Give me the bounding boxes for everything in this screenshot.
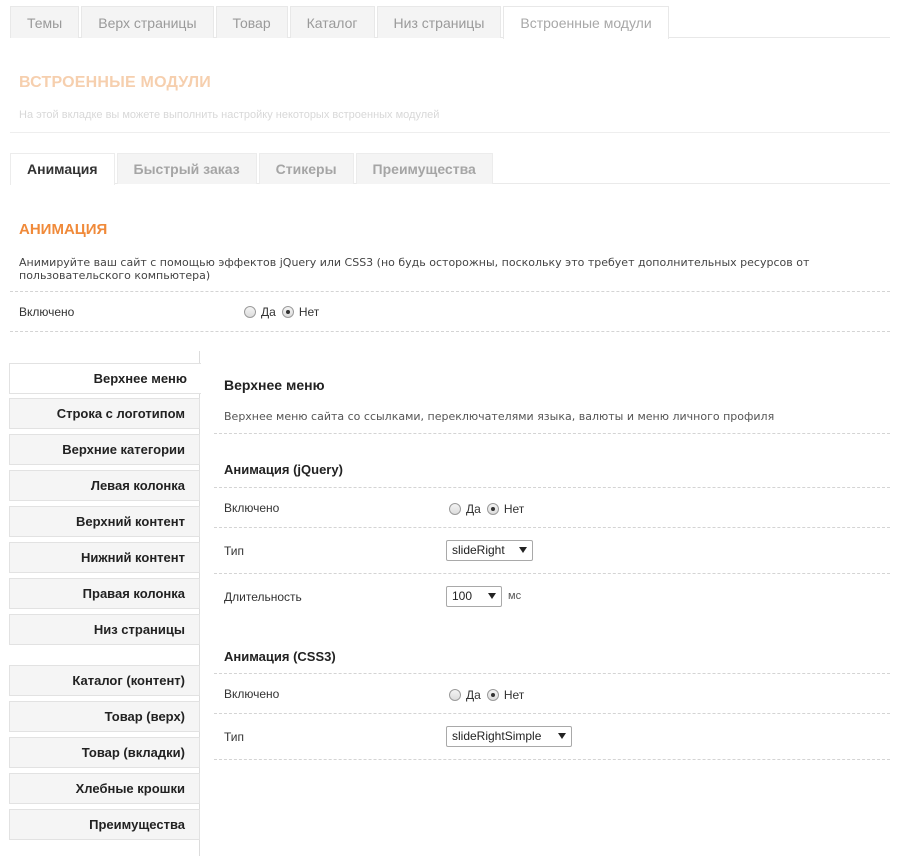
panel-title: Верхнее меню bbox=[224, 377, 325, 393]
jquery-duration-select[interactable] bbox=[446, 586, 502, 607]
menu-item-product-tabs[interactable]: Товар (вкладки) bbox=[9, 737, 200, 768]
menu-item-logo-row[interactable]: Строка с логотипом bbox=[9, 398, 200, 429]
radio-label-no: Нет bbox=[298, 305, 320, 319]
tab-catalog[interactable]: Каталог bbox=[290, 6, 375, 38]
jquery-type-select[interactable] bbox=[446, 540, 533, 561]
radio-label-no: Нет bbox=[503, 688, 525, 702]
divider bbox=[214, 759, 890, 760]
css3-enabled-label: Включено bbox=[224, 687, 280, 701]
menu-item-breadcrumbs[interactable]: Хлебные крошки bbox=[9, 773, 200, 804]
menu-item-top-menu[interactable]: Верхнее меню bbox=[9, 363, 201, 394]
css3-enabled-no-radio[interactable] bbox=[487, 689, 499, 701]
section-description: На этой вкладке вы можете выполнить настройку некоторых встроенных модулей bbox=[19, 109, 440, 121]
radio-label-yes: Да bbox=[261, 305, 276, 319]
divider bbox=[10, 132, 890, 133]
jquery-type-value: slideRight bbox=[452, 543, 505, 557]
jquery-enabled-yes-radio[interactable] bbox=[449, 503, 461, 515]
chevron-down-icon bbox=[558, 733, 566, 739]
jquery-duration-label: Длительность bbox=[224, 590, 302, 604]
menu-item-product-top[interactable]: Товар (верх) bbox=[9, 701, 200, 732]
tab-themes[interactable]: Темы bbox=[10, 6, 79, 38]
divider bbox=[214, 713, 890, 714]
divider bbox=[10, 331, 890, 332]
jquery-enabled-no-radio[interactable] bbox=[487, 503, 499, 515]
animation-enabled-label: Включено bbox=[19, 305, 75, 319]
jquery-duration-value: 100 bbox=[452, 589, 473, 603]
subtab-animation[interactable]: Анимация bbox=[10, 153, 115, 185]
radio-label-yes: Да bbox=[466, 688, 481, 702]
top-tab-bar bbox=[10, 6, 890, 38]
menu-item-right-column[interactable]: Правая колонка bbox=[9, 578, 200, 609]
tab-builtin-modules[interactable]: Встроенные модули bbox=[503, 6, 668, 39]
css3-heading: Анимация (CSS3) bbox=[224, 649, 336, 664]
divider bbox=[214, 487, 890, 488]
animation-title: АНИМАЦИЯ bbox=[19, 221, 108, 238]
animation-enabled-radios bbox=[244, 305, 325, 319]
divider bbox=[214, 573, 890, 574]
jquery-enabled-label: Включено bbox=[224, 501, 280, 515]
tab-page-top[interactable]: Верх страницы bbox=[81, 6, 213, 38]
radio-label-no: Нет bbox=[503, 502, 525, 516]
css3-type-select[interactable] bbox=[446, 726, 572, 747]
css3-enabled-yes-radio[interactable] bbox=[449, 689, 461, 701]
css3-enabled-radios bbox=[449, 688, 530, 702]
divider bbox=[214, 527, 890, 528]
menu-item-advantages[interactable]: Преимущества bbox=[9, 809, 200, 840]
tab-page-bottom[interactable]: Низ страницы bbox=[377, 6, 502, 38]
divider bbox=[214, 433, 890, 434]
chevron-down-icon bbox=[519, 547, 527, 553]
panel-description: Верхнее меню сайта со ссылками, переключателями языка, валюты и меню личного профиля bbox=[224, 410, 775, 423]
menu-item-catalog-content[interactable]: Каталог (контент) bbox=[9, 665, 200, 696]
menu-item-top-content[interactable]: Верхний контент bbox=[9, 506, 200, 537]
jquery-type-label: Тип bbox=[224, 544, 245, 558]
animation-enabled-no-radio[interactable] bbox=[282, 306, 294, 318]
divider bbox=[214, 673, 890, 674]
menu-item-top-categories[interactable]: Верхние категории bbox=[9, 434, 200, 465]
subtab-quick-order[interactable]: Быстрый заказ bbox=[117, 153, 257, 184]
radio-label-yes: Да bbox=[466, 502, 481, 516]
chevron-down-icon bbox=[488, 593, 496, 599]
sub-tab-bar bbox=[10, 153, 890, 184]
jquery-heading: Анимация (jQuery) bbox=[224, 462, 343, 477]
menu-item-bottom-content[interactable]: Нижний контент bbox=[9, 542, 200, 573]
subtab-advantages[interactable]: Преимущества bbox=[356, 153, 493, 184]
tab-product[interactable]: Товар bbox=[216, 6, 288, 38]
css3-type-label: Тип bbox=[224, 730, 245, 744]
divider bbox=[10, 291, 890, 292]
duration-unit: мс bbox=[508, 590, 522, 602]
section-title: ВСТРОЕННЫЕ МОДУЛИ bbox=[19, 74, 211, 91]
menu-item-page-bottom[interactable]: Низ страницы bbox=[9, 614, 200, 645]
jquery-enabled-radios bbox=[449, 502, 530, 516]
css3-type-value: slideRightSimple bbox=[452, 729, 542, 743]
menu-item-left-column[interactable]: Левая колонка bbox=[9, 470, 200, 501]
animation-enabled-yes-radio[interactable] bbox=[244, 306, 256, 318]
subtab-stickers[interactable]: Стикеры bbox=[259, 153, 354, 184]
animation-description: Анимируйте ваш сайт с помощью эффектов jQuery или CSS3 (но будь осторожны, поскольку это требует дополнительных ресурсов от пользовательского компьютера) bbox=[19, 256, 810, 282]
